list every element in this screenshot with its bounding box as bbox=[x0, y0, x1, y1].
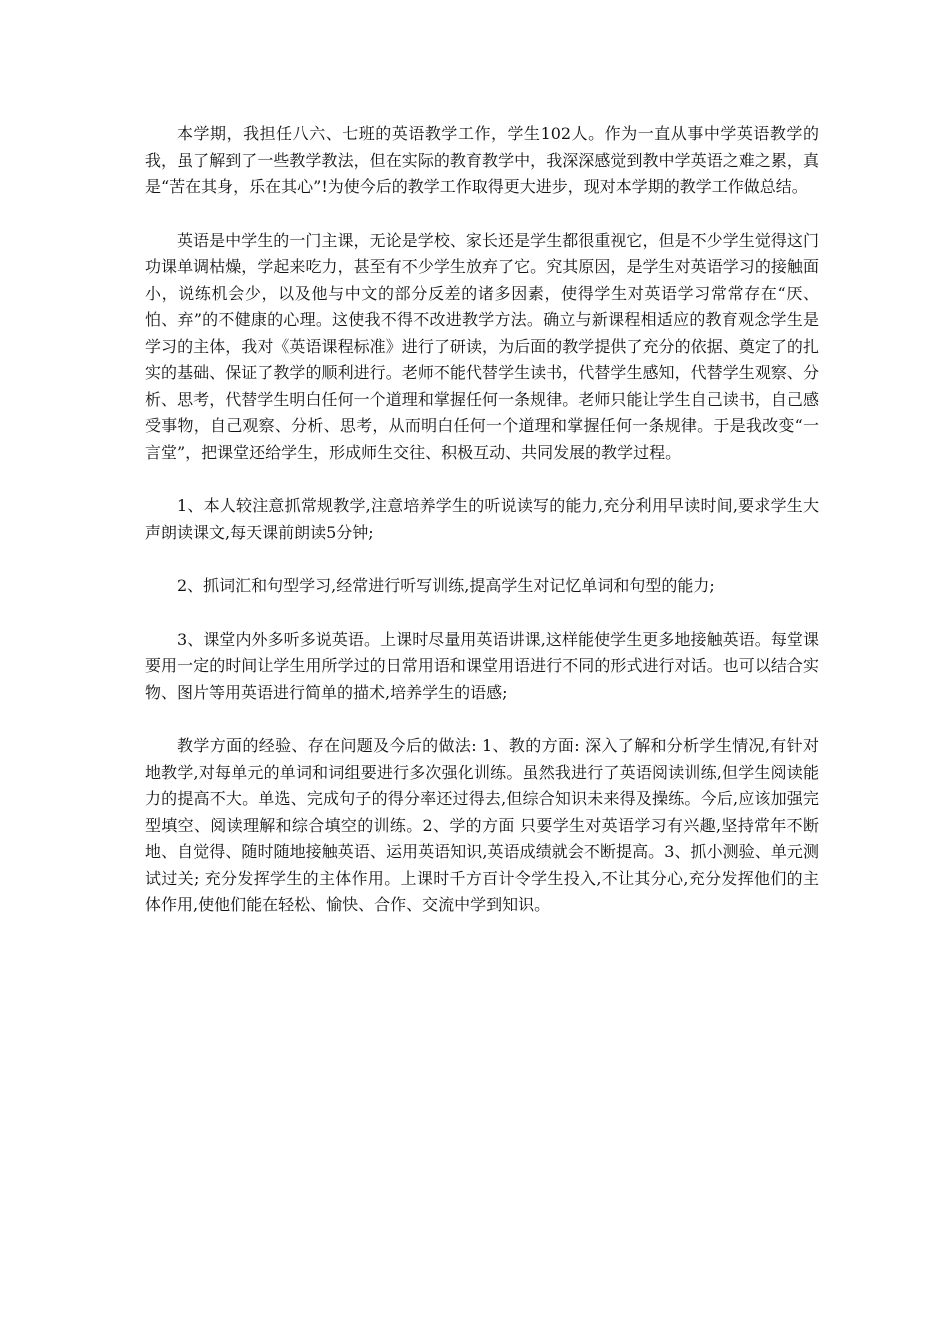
paragraph-item-1: 1、本人较注意抓常规教学,注意培养学生的听说读写的能力,充分利用早读时间,要求学生大声朗读课文,每天课前朗读5分钟; bbox=[145, 496, 819, 542]
document-body bbox=[145, 121, 819, 919]
paragraph-experience: 教学方面的经验、存在问题及今后的做法: 1、教的方面: 深入了解和分析学生情况,有针对地教学,对每单元的单词和词组要进行多次强化训练。虽然我进行了英语阅读训练,但学生阅读能力的提高不大。单选、完成句子的得分率还过得去,但综合知识未来得及操练。今后,应该加强完型填空、阅读理解和综合填空的训练。2、学的方面 只要学生对英语学习有兴趣,坚持常年不断地、自觉得、随时随地接触英语、运用英语知识,英语成绩就会不断提高。3、抓小测验、单元测试过关; 充分发挥学生的主体作用。上课时千方百计令学生投入,不让其分心,充分发挥他们的主体作用,使他们能在轻松、愉快、合作、交流中学到知识。 bbox=[145, 736, 819, 914]
paragraph-intro: 本学期，我担任八六、七班的英语教学工作，学生102人。作为一直从事中学英语教学的我，虽了解到了一些教学教法，但在实际的教育教学中，我深深感觉到教中学英语之难之累，真是“苦在其身，乐在其心”!为使今后的教学工作取得更大进步，现对本学期的教学工作做总结。 bbox=[145, 124, 819, 196]
paragraph-teaching-approach: 英语是中学生的一门主课，无论是学校、家长还是学生都很重视它，但是不少学生觉得这门功课单调枯燥，学起来吃力，甚至有不少学生放弃了它。究其原因，是学生对英语学习的接触面小，说练机会少，以及他与中文的部分反差的诸多因素，使得学生对英语学习常常存在“厌、怕、弃”的不健康的心理。这使我不得不改进教学方法。确立与新课程相适应的教育观念学生是学习的主体，我对《英语课程标准》进行了研读，为后面的教学提供了充分的依据、奠定了的扎实的基础、保证了教学的顺利进行。老师不能代替学生读书，代替学生感知，代替学生观察、分析、思考，代替学生明白任何一个道理和掌握任何一条规律。老师只能让学生自己读书，自己感受事物，自己观察、分析、思考，从而明白任何一个道理和掌握任何一条规律。于是我改变“一言堂”，把课堂还给学生，形成师生交往、积极互动、共同发展的教学过程。 bbox=[145, 230, 819, 462]
paragraph-item-3: 3、课堂内外多听多说英语。上课时尽量用英语讲课,这样能使学生更多地接触英语。每堂课要用一定的时间让学生用所学过的日常用语和课堂用语进行不同的形式进行对话。也可以结合实物、图片等用英语进行简单的描术,培养学生的语感; bbox=[145, 629, 819, 702]
paragraph-item-2: 2、抓词汇和句型学习,经常进行听写训练,提高学生对记忆单词和句型的能力; bbox=[177, 576, 715, 595]
